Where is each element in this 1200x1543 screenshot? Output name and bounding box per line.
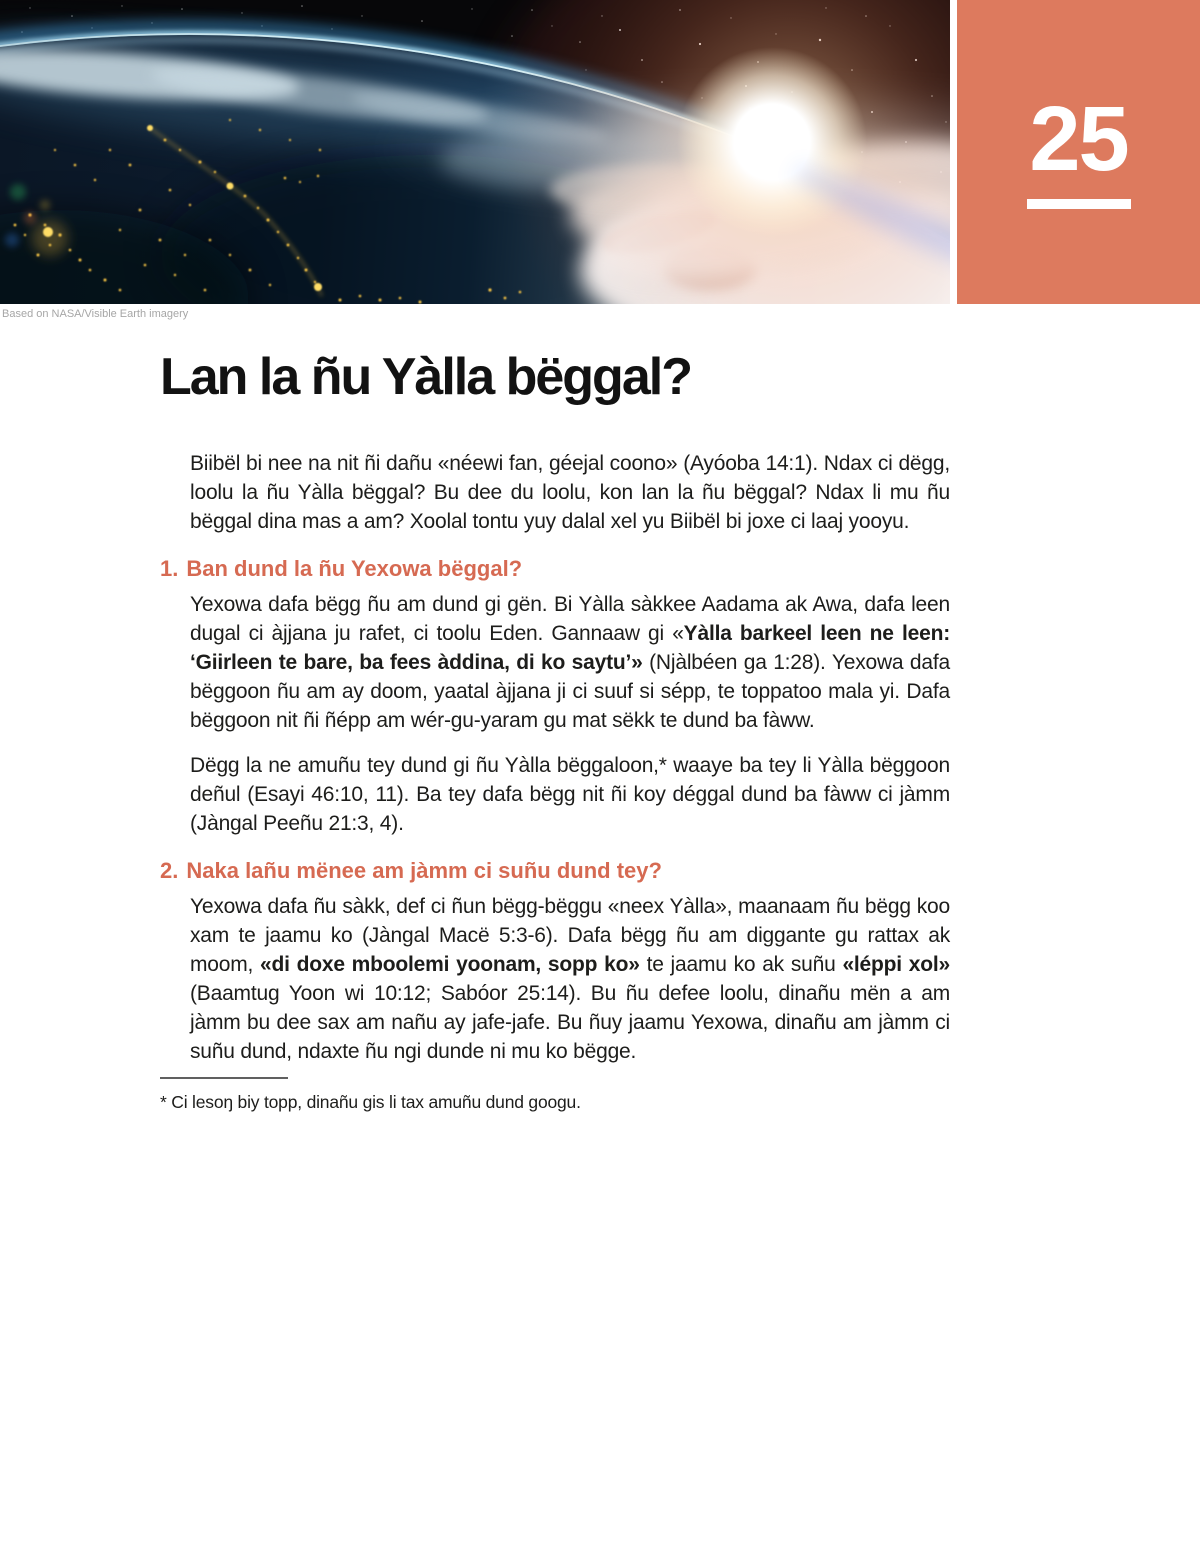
page-header (0, 0, 1200, 304)
page-title: Lan la ñu Yàlla bëggal? (160, 348, 691, 406)
chapter-number: 25 (1029, 88, 1128, 190)
footnote-divider (160, 1077, 288, 1079)
question-2-text: Naka lañu mënee am jàmm ci suñu dund tey? (186, 858, 662, 883)
intro-paragraph: Biibël bi nee na nit ñi dañu «néewi fan, géejal coono» (Ayóoba 14:1). Ndax ci dëgg, loolu la ñu Yàlla bëggal? Bu dee du loolu, kon lan la ñu bëggal? Ndax li mu ñu bëggal dina mas a am? Xoolal tontu yuy dalal xel yu Biibël bi joxe ci laaj yooyu. (190, 452, 950, 533)
chapter-number-badge (957, 0, 1200, 304)
question-1-text: Ban dund la ñu Yexowa bëggal? (186, 556, 523, 581)
question-2-paragraph-1: Yexowa dafa ñu sàkk, def ci ñun bëgg-bëggu «neex Yàlla», maanaam ñu bëgg koo xam te jaamu ko (Jàngal Macë 5:3-6). Dafa bëgg ñu am diggante gu rattax ak moom, «di doxe mboolemi yoonam, sopp ko» te jaamu ko ak suñu «léppi xol» (Baamtug Yoon wi 10:12; Sabóor 25:14). Bu ñu defee loolu, dinañu mën a am jàmm bu dee sax am nañu ay jafe-jafe. Bu ñuy jaamu Yexowa, dinañu am jàmm ci suñu dund, ndaxte ñu ngi dunde ni mu ko bëgge. (190, 895, 950, 1063)
chapter-underline (1027, 199, 1131, 209)
question-2-heading (160, 858, 960, 884)
question-1-paragraph-1: Yexowa dafa bëgg ñu am dund gi gën. Bi Yàlla sàkkee Aadama ak Awa, dafa leen dugal ci àjjana ju rafet, ci toolu Eden. Gannaaw gi «Yàlla barkeel leen ne leen: ‘Giirleen te bare, ba fees àddina, di ko saytu’» (Njàlbéen ga 1:28). Yexowa dafa bëggoon ñu am ay doom, yaatal àjjana ji ci suuf si sépp, te toppatoo mala yi. Dafa bëggoon nit ñi ñépp am wér-gu-yaram gu mat sëkk te dund ba fàww. (190, 593, 950, 732)
question-1-heading (160, 556, 960, 582)
lesson-content (160, 348, 960, 1113)
footnote-text: * Ci lesoŋ biy topp, dinañu gis li tax amuñu dund googu. (160, 1092, 581, 1112)
photo-credit-caption: Based on NASA/Visible Earth imagery (2, 308, 189, 320)
question-1-number: 1. (160, 556, 179, 581)
question-2-number: 2. (160, 858, 179, 883)
earth-from-space-image (0, 0, 950, 304)
question-1-paragraph-2: Dëgg la ne amuñu tey dund gi ñu Yàlla bëggaloon,* waaye ba tey li Yàlla bëggoon deñul (Esayi 46:10, 11). Ba tey dafa bëgg nit ñi koy déggal dund ba fàww ci jàmm (Jàngal Peeñu 21:3, 4). (190, 754, 950, 835)
